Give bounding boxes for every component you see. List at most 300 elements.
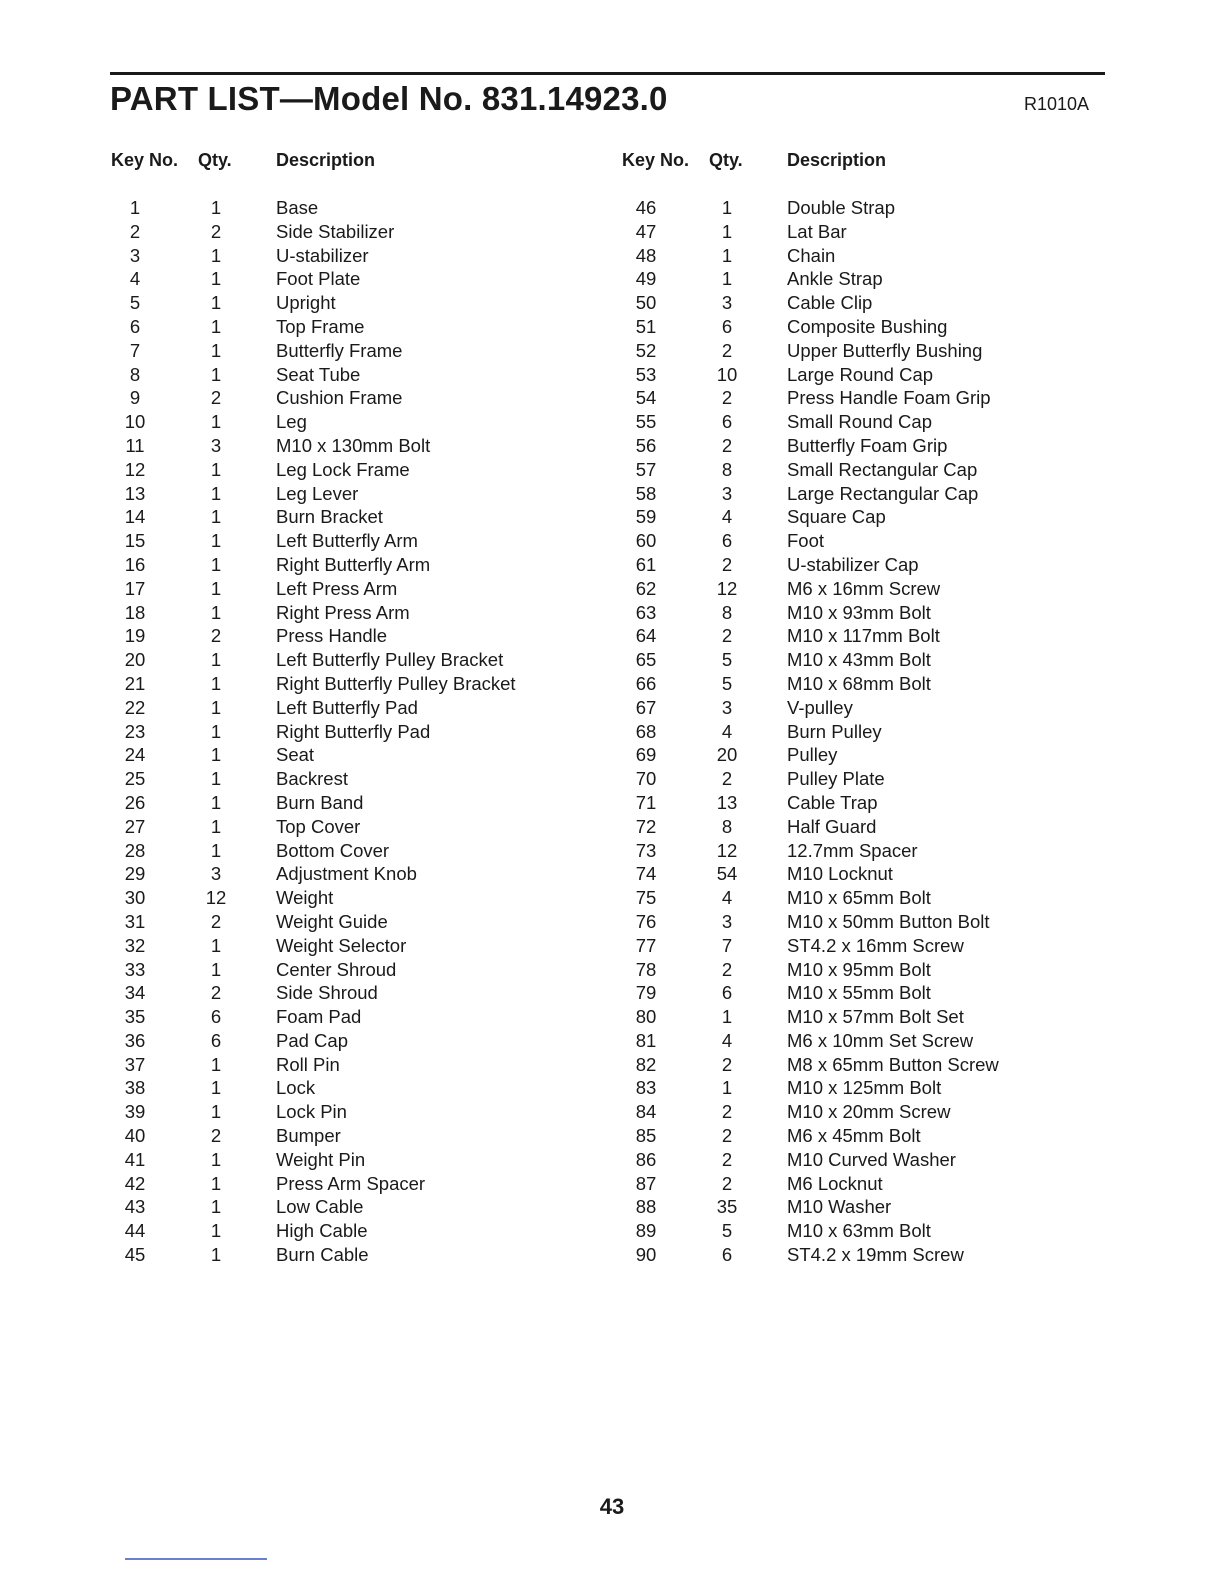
- part-description: Small Round Cap: [787, 411, 932, 433]
- part-key-no: 23: [124, 720, 146, 742]
- part-qty: 1: [210, 458, 222, 480]
- part-qty: 6: [210, 1006, 222, 1028]
- part-row: [511, 625, 1031, 649]
- part-qty: 4: [721, 1029, 733, 1051]
- part-qty: 6: [210, 1029, 222, 1051]
- part-qty: 1: [210, 1220, 222, 1242]
- part-row: [511, 863, 1031, 887]
- part-row: [0, 1077, 520, 1101]
- part-description: Pulley Plate: [787, 768, 885, 790]
- part-qty: 12: [716, 577, 738, 599]
- part-row: [511, 459, 1031, 483]
- part-description: M6 x 10mm Set Screw: [787, 1029, 974, 1051]
- part-description: M6 x 45mm Bolt: [787, 1125, 921, 1147]
- part-description: Burn Band: [276, 791, 364, 813]
- header-key-no: Key No.: [622, 150, 690, 170]
- header-key-no: Key No.: [111, 150, 179, 170]
- part-key-no: 38: [124, 1077, 146, 1099]
- part-qty: 5: [721, 1220, 733, 1242]
- part-key-no: 79: [635, 982, 657, 1004]
- part-qty: 5: [721, 672, 733, 694]
- part-qty: 1: [210, 839, 222, 861]
- header-qty: Qty.: [709, 150, 743, 170]
- part-qty: 6: [721, 982, 733, 1004]
- part-qty: 1: [210, 315, 222, 337]
- part-key-no: 65: [635, 649, 657, 671]
- part-key-no: 43: [124, 1196, 146, 1218]
- part-qty: 1: [210, 268, 222, 290]
- part-qty: 1: [210, 244, 222, 266]
- part-key-no: 89: [635, 1220, 657, 1242]
- part-key-no: 74: [635, 863, 657, 885]
- part-key-no: 11: [125, 434, 145, 456]
- part-key-no: 81: [635, 1029, 657, 1051]
- part-description: Left Press Arm: [276, 577, 398, 599]
- header-description: Description: [276, 150, 376, 170]
- part-row: [511, 411, 1031, 435]
- part-description: Burn Pulley: [787, 720, 882, 742]
- part-row: [511, 816, 1031, 840]
- part-qty: 1: [210, 411, 222, 433]
- part-description: U-stabilizer Cap: [787, 553, 919, 575]
- part-row: [0, 530, 520, 554]
- part-qty: 1: [210, 363, 222, 385]
- part-description: Upright: [276, 292, 336, 314]
- part-qty: 1: [210, 553, 222, 575]
- part-row: [0, 197, 520, 221]
- part-row: [0, 887, 520, 911]
- part-key-no: 7: [129, 339, 141, 361]
- part-description: Burn Cable: [276, 1244, 369, 1266]
- part-qty: 4: [721, 720, 733, 742]
- part-row: [0, 483, 520, 507]
- part-key-no: 19: [124, 625, 146, 647]
- part-description: V-pulley: [787, 696, 853, 718]
- part-row: [0, 387, 520, 411]
- part-description: Press Arm Spacer: [276, 1172, 426, 1194]
- part-key-no: 16: [124, 553, 146, 575]
- part-row: [0, 911, 520, 935]
- part-description: Pad Cap: [276, 1029, 348, 1051]
- part-key-no: 2: [129, 220, 141, 242]
- part-row: [511, 840, 1031, 864]
- part-description: Composite Bushing: [787, 315, 948, 337]
- part-key-no: 61: [635, 553, 657, 575]
- part-qty: 2: [721, 434, 733, 456]
- part-qty: 8: [721, 601, 733, 623]
- part-row: [511, 602, 1031, 626]
- part-description: Foot: [787, 530, 825, 552]
- part-row: [511, 982, 1031, 1006]
- part-key-no: 32: [124, 934, 146, 956]
- part-key-no: 63: [635, 601, 657, 623]
- part-qty: 1: [210, 1172, 222, 1194]
- part-qty: 1: [210, 577, 222, 599]
- part-key-no: 27: [124, 815, 146, 837]
- part-row: [511, 245, 1031, 269]
- part-qty: 2: [721, 768, 733, 790]
- part-qty: 2: [210, 625, 222, 647]
- part-qty: 2: [210, 220, 222, 242]
- part-description: Press Handle Foam Grip: [787, 387, 991, 409]
- part-description: M10 x 125mm Bolt: [787, 1077, 942, 1099]
- part-row: [0, 578, 520, 602]
- part-qty: 6: [721, 315, 733, 337]
- part-description: Right Butterfly Pulley Bracket: [276, 672, 516, 694]
- part-key-no: 5: [129, 292, 141, 314]
- part-description: Seat: [276, 744, 315, 766]
- part-row: [0, 935, 520, 959]
- part-qty: 1: [210, 744, 222, 766]
- part-qty: 8: [721, 458, 733, 480]
- part-qty: 3: [721, 696, 733, 718]
- part-qty: 3: [210, 863, 222, 885]
- part-qty: 1: [721, 197, 733, 218]
- part-key-no: 50: [635, 292, 657, 314]
- part-description: Cable Trap: [787, 791, 878, 813]
- part-qty: 10: [716, 363, 738, 385]
- part-key-no: 12: [124, 458, 146, 480]
- part-description: M10 x 20mm Screw: [787, 1101, 951, 1123]
- part-row: [511, 483, 1031, 507]
- part-description: Upper Butterfly Bushing: [787, 339, 983, 361]
- part-row: [511, 1220, 1031, 1244]
- part-row: [0, 221, 520, 245]
- part-row: [0, 292, 520, 316]
- part-row: [511, 364, 1031, 388]
- part-key-no: 64: [635, 625, 657, 647]
- part-key-no: 26: [124, 791, 146, 813]
- header-qty: Qty.: [198, 150, 232, 170]
- part-qty: 8: [721, 815, 733, 837]
- part-row: [0, 792, 520, 816]
- part-key-no: 4: [129, 268, 141, 290]
- part-key-no: 66: [635, 672, 657, 694]
- part-key-no: 53: [635, 363, 657, 385]
- part-row: [511, 340, 1031, 364]
- part-row: [0, 316, 520, 340]
- part-row: [511, 506, 1031, 530]
- part-description: Seat Tube: [276, 363, 361, 385]
- part-key-no: 30: [124, 887, 146, 909]
- part-row: [511, 911, 1031, 935]
- part-key-no: 10: [124, 411, 146, 433]
- part-qty: 1: [210, 696, 222, 718]
- page-title: PART LIST—Model No. 831.14923.0: [110, 80, 668, 117]
- part-description: M10 x 68mm Bolt: [787, 672, 931, 694]
- part-qty: 1: [210, 672, 222, 694]
- part-description: Weight: [276, 887, 334, 909]
- part-row: [511, 221, 1031, 245]
- part-qty: 1: [210, 506, 222, 528]
- part-description: Small Rectangular Cap: [787, 458, 978, 480]
- bottom-rule: [125, 1558, 267, 1560]
- part-qty: 2: [210, 1125, 222, 1147]
- part-description: Chain: [787, 244, 836, 266]
- part-key-no: 85: [635, 1125, 657, 1147]
- part-key-no: 60: [635, 530, 657, 552]
- part-row: [0, 1054, 520, 1078]
- part-row: [0, 863, 520, 887]
- part-description: Left Butterfly Pad: [276, 696, 418, 718]
- part-row: [511, 268, 1031, 292]
- part-qty: 1: [210, 530, 222, 552]
- part-qty: 1: [721, 220, 733, 242]
- part-qty: 1: [721, 244, 733, 266]
- part-row: [0, 506, 520, 530]
- part-key-no: 14: [124, 506, 146, 528]
- part-qty: 1: [210, 1196, 222, 1218]
- part-key-no: 31: [124, 910, 146, 932]
- part-key-no: 86: [635, 1148, 657, 1170]
- part-description: Bottom Cover: [276, 839, 390, 861]
- part-qty: 3: [721, 292, 733, 314]
- part-qty: 4: [721, 887, 733, 909]
- part-description: Foot Plate: [276, 268, 361, 290]
- part-description: Leg Lock Frame: [276, 458, 410, 480]
- part-qty: 2: [721, 958, 733, 980]
- part-description: Backrest: [276, 768, 348, 790]
- part-qty: 6: [721, 411, 733, 433]
- part-description: Half Guard: [787, 815, 877, 837]
- part-key-no: 59: [635, 506, 657, 528]
- part-key-no: 73: [635, 839, 657, 861]
- part-row: [511, 435, 1031, 459]
- part-row: [511, 1244, 1031, 1268]
- part-description: Center Shroud: [276, 958, 397, 980]
- part-row: [511, 649, 1031, 673]
- part-key-no: 35: [124, 1006, 146, 1028]
- part-description: Butterfly Foam Grip: [787, 434, 948, 456]
- part-qty: 1: [210, 1077, 222, 1099]
- part-key-no: 37: [124, 1053, 146, 1075]
- part-key-no: 17: [124, 577, 146, 599]
- part-row: [0, 1030, 520, 1054]
- part-description: Weight Guide: [276, 910, 388, 932]
- part-qty: 12: [205, 887, 227, 909]
- title-rule: [110, 72, 1105, 75]
- part-row: [511, 721, 1031, 745]
- part-description: Side Shroud: [276, 982, 378, 1004]
- part-key-no: 57: [635, 458, 657, 480]
- part-description: Lat Bar: [787, 220, 847, 242]
- part-row: [511, 1006, 1031, 1030]
- part-row: [511, 1077, 1031, 1101]
- part-description: Leg: [276, 411, 307, 433]
- parts-rows-left: [0, 197, 520, 1268]
- part-description: M10 x 50mm Button Bolt: [787, 910, 990, 932]
- part-qty: 1: [210, 1053, 222, 1075]
- part-qty: 54: [716, 863, 738, 885]
- parts-rows-right: [511, 197, 1031, 1268]
- part-row: [0, 1149, 520, 1173]
- part-key-no: 51: [635, 315, 657, 337]
- part-key-no: 49: [635, 268, 657, 290]
- part-key-no: 8: [129, 363, 141, 385]
- part-row: [0, 768, 520, 792]
- part-qty: 2: [721, 1172, 733, 1194]
- part-row: [511, 1196, 1031, 1220]
- part-key-no: 21: [124, 672, 146, 694]
- part-row: [511, 744, 1031, 768]
- part-row: [0, 1125, 520, 1149]
- part-qty: 1: [210, 934, 222, 956]
- part-key-no: 15: [124, 530, 146, 552]
- part-qty: 1: [210, 1101, 222, 1123]
- part-row: [511, 1054, 1031, 1078]
- part-qty: 1: [210, 791, 222, 813]
- part-key-no: 78: [635, 958, 657, 980]
- part-qty: 1: [210, 482, 222, 504]
- part-description: Adjustment Knob: [276, 863, 417, 885]
- part-qty: 1: [210, 649, 222, 671]
- part-qty: 2: [721, 1101, 733, 1123]
- part-row: [0, 625, 520, 649]
- part-key-no: 44: [124, 1220, 146, 1242]
- part-description: Bumper: [276, 1125, 341, 1147]
- part-description: M10 x 95mm Bolt: [787, 958, 931, 980]
- part-description: Cushion Frame: [276, 387, 403, 409]
- part-qty: 1: [721, 268, 733, 290]
- part-key-no: 56: [635, 434, 657, 456]
- part-row: [0, 435, 520, 459]
- part-description: Large Round Cap: [787, 363, 934, 385]
- part-description: Ankle Strap: [787, 268, 883, 290]
- part-qty: 1: [210, 197, 222, 218]
- part-row: [0, 340, 520, 364]
- part-key-no: 24: [124, 744, 146, 766]
- part-description: M10 Curved Washer: [787, 1148, 956, 1170]
- part-key-no: 18: [124, 601, 146, 623]
- part-key-no: 47: [635, 220, 657, 242]
- part-description: M10 x 63mm Bolt: [787, 1220, 931, 1242]
- part-description: M10 Locknut: [787, 863, 893, 885]
- part-qty: 5: [721, 649, 733, 671]
- part-key-no: 39: [124, 1101, 146, 1123]
- part-key-no: 29: [124, 863, 146, 885]
- part-qty: 2: [210, 910, 222, 932]
- part-description: Cable Clip: [787, 292, 873, 314]
- part-description: Roll Pin: [276, 1053, 340, 1075]
- part-key-no: 9: [129, 387, 141, 409]
- part-description: Low Cable: [276, 1196, 364, 1218]
- part-row: [0, 1196, 520, 1220]
- part-row: [511, 1173, 1031, 1197]
- part-key-no: 34: [124, 982, 146, 1004]
- part-key-no: 68: [635, 720, 657, 742]
- part-description: M10 x 55mm Bolt: [787, 982, 931, 1004]
- part-row: [511, 554, 1031, 578]
- part-key-no: 36: [124, 1029, 146, 1051]
- part-description: Side Stabilizer: [276, 220, 395, 242]
- part-description: Base: [276, 197, 319, 218]
- part-description: Butterfly Frame: [276, 339, 403, 361]
- part-row: [0, 721, 520, 745]
- part-key-no: 58: [635, 482, 657, 504]
- part-qty: 1: [210, 1244, 222, 1266]
- part-qty: 3: [721, 482, 733, 504]
- part-key-no: 70: [635, 768, 657, 790]
- part-key-no: 77: [635, 934, 657, 956]
- part-key-no: 33: [124, 958, 146, 980]
- part-key-no: 67: [635, 696, 657, 718]
- part-description: Weight Selector: [276, 934, 407, 956]
- part-row: [0, 411, 520, 435]
- part-qty: 1: [210, 601, 222, 623]
- part-row: [0, 364, 520, 388]
- part-key-no: 75: [635, 887, 657, 909]
- part-description: M10 x 117mm Bolt: [787, 625, 940, 647]
- part-qty: 2: [210, 387, 222, 409]
- part-key-no: 55: [635, 411, 657, 433]
- part-qty: 6: [721, 530, 733, 552]
- part-row: [0, 1006, 520, 1030]
- part-qty: 1: [721, 1006, 733, 1028]
- part-key-no: 42: [124, 1172, 146, 1194]
- part-key-no: 88: [635, 1196, 657, 1218]
- part-description: M10 x 93mm Bolt: [787, 601, 931, 623]
- part-description: M6 x 16mm Screw: [787, 577, 941, 599]
- part-row: [511, 935, 1031, 959]
- part-key-no: 41: [124, 1148, 146, 1170]
- part-row: [0, 1220, 520, 1244]
- part-row: [0, 1101, 520, 1125]
- part-key-no: 90: [635, 1244, 657, 1266]
- part-qty: 2: [721, 625, 733, 647]
- part-key-no: 76: [635, 910, 657, 932]
- part-qty: 2: [210, 982, 222, 1004]
- part-row: [511, 197, 1031, 221]
- part-description: Right Press Arm: [276, 601, 410, 623]
- part-row: [0, 1244, 520, 1268]
- part-description: U-stabilizer: [276, 244, 369, 266]
- part-description: Lock: [276, 1077, 316, 1099]
- part-description: Large Rectangular Cap: [787, 482, 979, 504]
- part-qty: 1: [210, 339, 222, 361]
- part-description: Lock Pin: [276, 1101, 347, 1123]
- part-key-no: 83: [635, 1077, 657, 1099]
- part-row: [0, 959, 520, 983]
- part-description: Foam Pad: [276, 1006, 362, 1028]
- part-key-no: 13: [124, 482, 146, 504]
- part-qty: 1: [210, 815, 222, 837]
- part-row: [511, 1149, 1031, 1173]
- part-row: [511, 768, 1031, 792]
- part-key-no: 1: [129, 197, 141, 218]
- part-row: [511, 578, 1031, 602]
- part-key-no: 45: [124, 1244, 146, 1266]
- part-description: Top Cover: [276, 815, 361, 837]
- part-row: [0, 245, 520, 269]
- part-qty: 4: [721, 506, 733, 528]
- part-key-no: 20: [124, 649, 146, 671]
- part-key-no: 22: [124, 696, 146, 718]
- part-qty: 35: [716, 1196, 738, 1218]
- part-description: Right Butterfly Pad: [276, 720, 431, 742]
- reference-code: R1010A: [1024, 94, 1090, 114]
- part-row: [511, 1030, 1031, 1054]
- part-description: ST4.2 x 16mm Screw: [787, 934, 964, 956]
- part-description: Pulley: [787, 744, 838, 766]
- part-qty: 2: [721, 1125, 733, 1147]
- part-qty: 2: [721, 1148, 733, 1170]
- part-qty: 12: [716, 839, 738, 861]
- part-row: [511, 1101, 1031, 1125]
- part-description: Left Butterfly Arm: [276, 530, 418, 552]
- part-row: [0, 673, 520, 697]
- part-qty: 1: [210, 768, 222, 790]
- part-key-no: 6: [129, 315, 141, 337]
